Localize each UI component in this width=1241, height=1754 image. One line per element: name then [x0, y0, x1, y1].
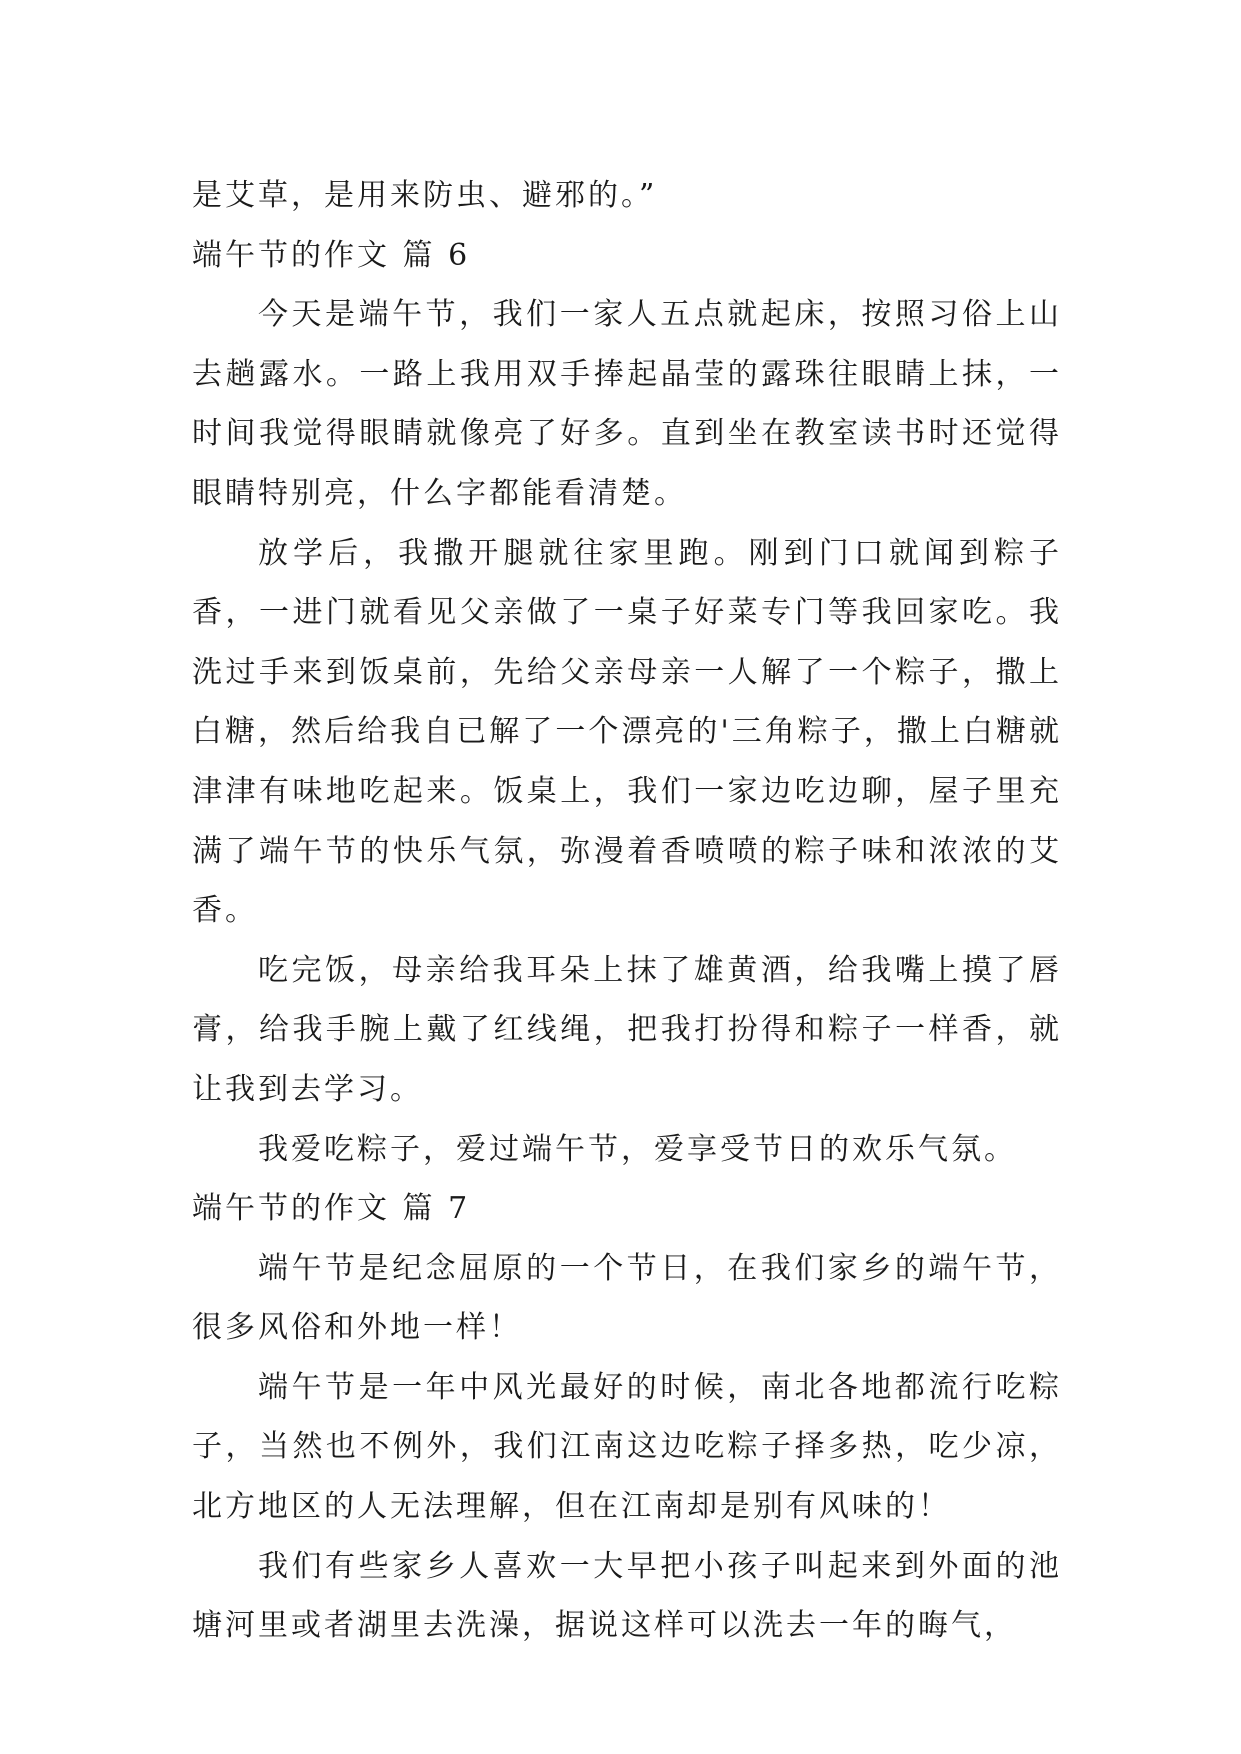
- paragraph: 我们有些家乡人喜欢一大早把小孩子叫起来到外面的池塘河里或者湖里去洗澡，据说这样可以洗去一年的晦气，: [192, 1548, 1062, 1644]
- paragraph: 端午节是一年中风光最好的时候，南北各地都流行吃粽子，当然也不例外，我们江南这边吃粽子择多热，吃少凉，北方地区的人无法理解，但在江南却是别有风味的！: [192, 1369, 1062, 1525]
- paragraph: 吃完饭，母亲给我耳朵上抹了雄黄酒，给我嘴上摸了唇膏，给我手腕上戴了红线绳，把我打扮得和粽子一样香，就让我到去学习。: [192, 952, 1062, 1107]
- paragraph: 是艾草，是用来防虫、避邪的。”: [192, 178, 658, 213]
- paragraph: 我爱吃粽子，爱过端午节，爱享受节日的欢乐气氛。: [258, 1131, 1017, 1167]
- paragraph: 今天是端午节，我们一家人五点就起床，按照习俗上山去趟露水。一路上我用双手捧起晶莹的露珠往眼睛上抹，一时间我觉得眼睛就像亮了好多。直到坐在教室读书时还觉得眼睛特别亮，什么字都能看清楚。: [192, 297, 1062, 511]
- paragraph: 端午节是纪念屈原的一个节日，在我们家乡的端午节，很多风俗和外地一样！: [192, 1250, 1062, 1346]
- paragraph: 放学后，我撒开腿就往家里跑。刚到门口就闻到粽子香，一进门就看见父亲做了一桌子好菜专门等我回家吃。我洗过手来到饭桌前，先给父亲母亲一人解了一个粽子，撒上白糖，然后给我自已解了一个漂亮的'三角粽子，撒上白糖就津津有味地吃起来。饭桌上，我们一家边吃边聊，屋子里充满了端午节的快乐气氛，弥漫着香喷喷的粽子味和浓浓的艾香。: [192, 535, 1062, 929]
- section-heading: 端午节的作文 篇 7: [192, 1191, 471, 1227]
- document-body: [192, 166, 1062, 1656]
- section-heading: 端午节的作文 篇 6: [192, 237, 471, 273]
